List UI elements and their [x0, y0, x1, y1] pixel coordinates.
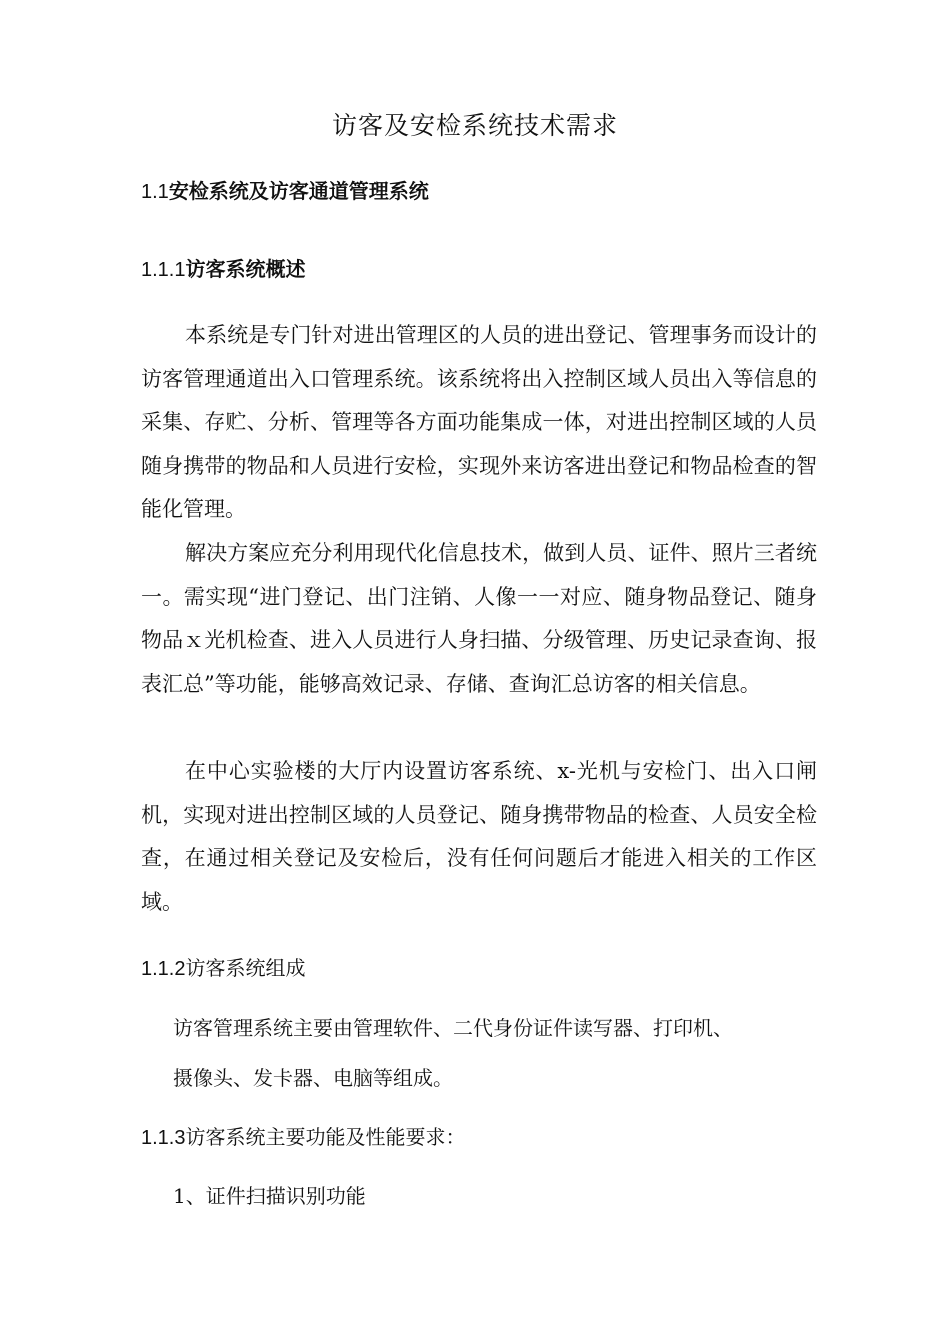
section-heading-1-1-2 [141, 952, 305, 985]
composition-line-2: 摄像头、发卡器、电脑等组成。 [173, 1066, 453, 1090]
overview-paragraph-2: 解决方案应充分利用现代化信息技术，做到人员、证件、照片三者统一。需实现“进门登记、出门注销、人像一一对应、随身物品登记、随身物品ｘ光机检查、进入人员进行人身扫描、分级管理、历史记录查询、报表汇总”等功能，能够高效记录、存储、查询汇总访客的相关信息。 [141, 541, 817, 696]
section-number: 1.1 [141, 181, 169, 203]
section-heading-1-1-3 [141, 1121, 465, 1154]
section-number: 1.1.3 [141, 1127, 186, 1149]
section-title: 安检系统及访客通道管理系统 [168, 179, 429, 203]
section-title: 访客系统组成 [185, 956, 306, 980]
overview-paragraph-3: 在中心实验楼的大厅内设置访客系统、x-光机与安检门、出入口闸机，实现对进出控制区域的人员登记、随身携带物品的检查、人员安全检查，在通过相关登记及安检后，没有任何问题后才能进入相关的工作区域。 [141, 759, 817, 914]
document-title: 访客及安检系统技术需求 [331, 111, 618, 140]
section-heading-1-1 [141, 175, 429, 208]
section-heading-1-1-1 [141, 253, 305, 286]
section-number: 1.1.2 [141, 958, 186, 980]
section-title: 访客系统主要功能及性能要求： [185, 1125, 466, 1149]
section-number: 1.1.1 [141, 259, 186, 281]
overview-paragraph-1: 本系统是专门针对进出管理区的人员的进出登记、管理事务而设计的访客管理通道出入口管理系统。该系统将出入控制区域人员出入等信息的采集、存贮、分析、管理等各方面功能集成一体，对进出控制区域的人员随身携带的物品和人员进行安检，实现外来访客进出登记和物品检查的智能化管理。 [141, 323, 817, 522]
list-item-1: 1、证件扫描识别功能 [173, 1184, 366, 1208]
composition-line-1: 访客管理系统主要由管理软件、二代身份证件读写器、打印机、 [173, 1016, 733, 1040]
section-title: 访客系统概述 [185, 257, 306, 281]
